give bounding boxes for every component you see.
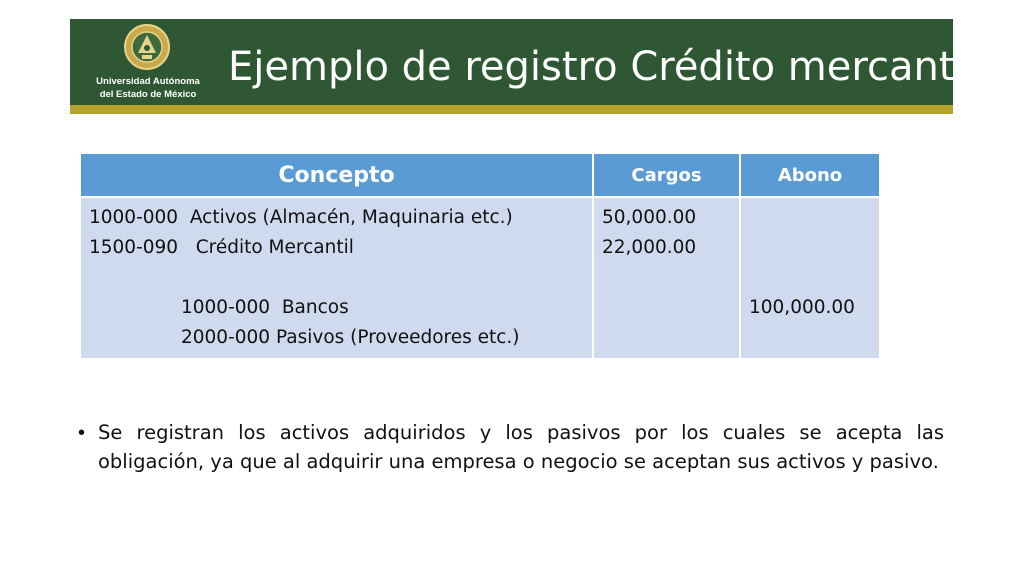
university-name-line2: del Estado de México bbox=[99, 89, 197, 100]
university-seal-icon bbox=[123, 23, 171, 71]
concepto-line-bancos: 1000-000 Bancos bbox=[181, 297, 349, 318]
concepto-line-pasivos: 2000-000 Pasivos (Proveedores etc.) bbox=[181, 327, 520, 348]
university-name-line1: Universidad Autónoma bbox=[96, 76, 200, 87]
concepto-line-activos: 1000-000 Activos (Almacén, Maquinaria etc.) bbox=[89, 207, 513, 228]
cargo-credito-amount: 22,000.00 bbox=[602, 237, 697, 258]
title-underline bbox=[70, 105, 953, 114]
column-header-cargos: Cargos bbox=[593, 154, 740, 197]
concepto-cell bbox=[81, 197, 593, 358]
table-header-row bbox=[81, 154, 879, 197]
university-logo bbox=[70, 19, 220, 105]
cargos-cell bbox=[593, 197, 740, 358]
abono-cell bbox=[740, 197, 879, 358]
journal-entry-table bbox=[81, 154, 879, 358]
bullet-list bbox=[78, 418, 944, 476]
bullet-text: Se registran los activos adquiridos y los pasivos por los cuales se acepta las obligación, ya que al adquirir una empresa o negocio se aceptan sus activos y pasivo. bbox=[98, 421, 944, 473]
slide-title: Ejemplo de registro Crédito mercantil bbox=[228, 44, 977, 90]
bullet-dot-icon: • bbox=[78, 422, 86, 444]
concepto-line-credito-mercantil: 1500-090 Crédito Mercantil bbox=[89, 237, 354, 258]
cargo-activos-amount: 50,000.00 bbox=[602, 207, 697, 228]
column-header-abono: Abono bbox=[740, 154, 879, 197]
table-row bbox=[81, 197, 879, 358]
abono-bancos-amount: 100,000.00 bbox=[749, 297, 855, 318]
bullet-item bbox=[78, 418, 944, 476]
column-header-concepto: Concepto bbox=[81, 154, 593, 197]
